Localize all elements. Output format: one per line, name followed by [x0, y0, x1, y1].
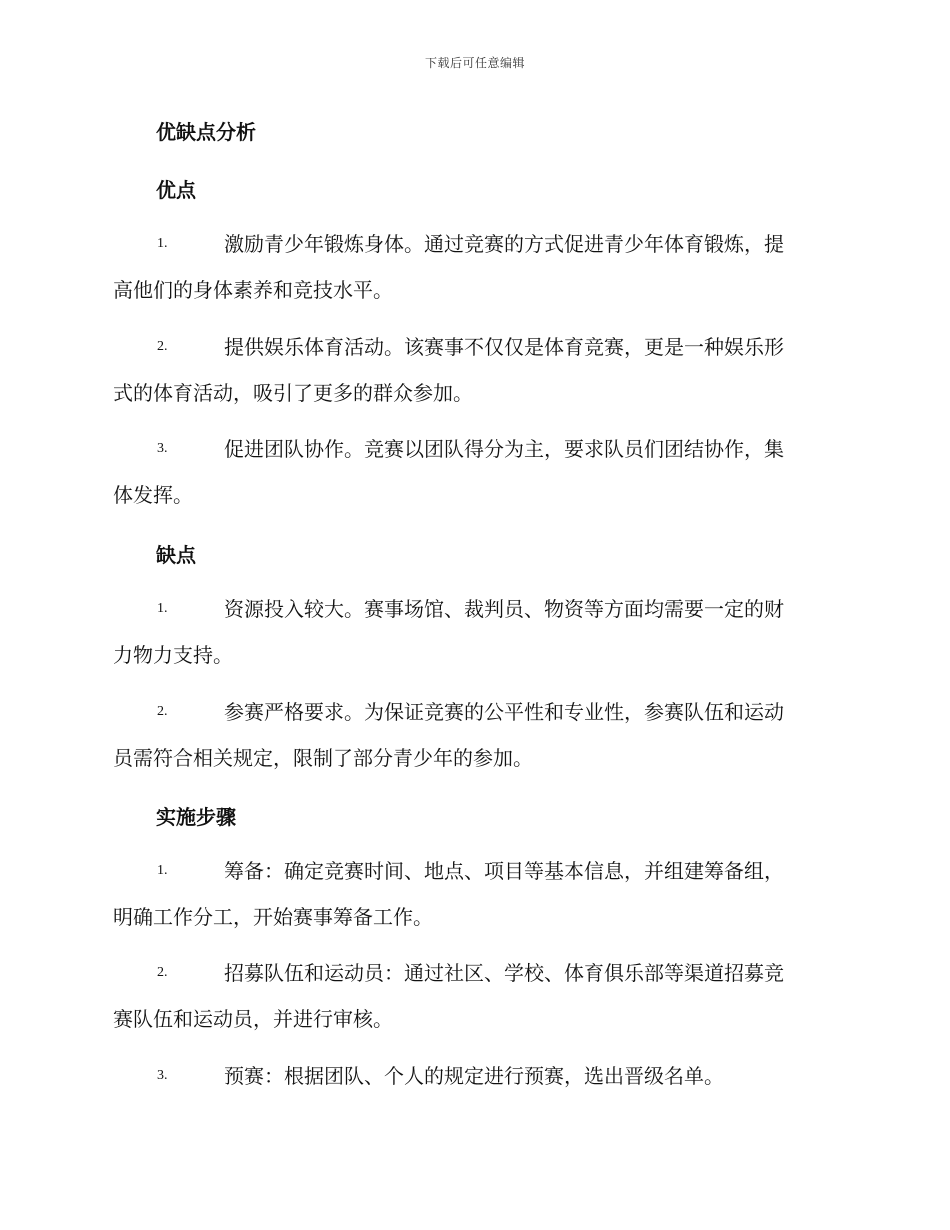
list-item-text-continued: 员需符合相关规定，限制了部分青少年的参加。 [113, 746, 533, 770]
section-title-analysis: 优缺点分析 [156, 120, 256, 144]
pros-list-item [113, 324, 833, 416]
list-item-text-continued: 赛队伍和运动员，并进行审核。 [113, 1007, 393, 1031]
list-item-text-continued: 体发挥。 [113, 483, 193, 507]
section-title-cons: 缺点 [156, 543, 196, 567]
list-item-text-continued: 力物力支持。 [113, 643, 233, 667]
steps-list-item [113, 950, 833, 1042]
section-title-pros: 优点 [156, 178, 196, 202]
list-item-text-continued: 式的体育活动，吸引了更多的群众参加。 [113, 381, 473, 405]
list-item-text: 促进团队协作。竞赛以团队得分为主，要求队员们团结协作，集 [224, 437, 784, 461]
list-item-number: 2. [157, 339, 168, 354]
list-item-number: 3. [157, 1068, 168, 1083]
list-item-number: 1. [157, 601, 168, 616]
list-item-number: 1. [157, 236, 168, 251]
cons-list-item [113, 689, 833, 781]
list-item-text: 招募队伍和运动员：通过社区、学校、体育俱乐部等渠道招募竞 [224, 961, 784, 985]
list-item-text: 激励青少年锻炼身体。通过竞赛的方式促进青少年体育锻炼，提 [224, 232, 784, 256]
list-item-number: 3. [157, 441, 168, 456]
list-item-text: 预赛：根据团队、个人的规定进行预赛，选出晋级名单。 [224, 1064, 724, 1088]
pros-list-item [113, 221, 833, 313]
list-item-number: 1. [157, 863, 168, 878]
list-item-text: 提供娱乐体育活动。该赛事不仅仅是体育竞赛，更是一种娱乐形 [224, 335, 784, 359]
list-item-text-continued: 高他们的身体素养和竞技水平。 [113, 278, 393, 302]
steps-list-item [113, 1053, 833, 1099]
list-item-number: 2. [157, 965, 168, 980]
steps-list-item [113, 848, 833, 940]
page-header-note: 下载后可任意编辑 [424, 56, 525, 70]
list-item-text: 资源投入较大。赛事场馆、裁判员、物资等方面均需要一定的财 [224, 597, 784, 621]
list-item-number: 2. [157, 704, 168, 719]
section-title-steps: 实施步骤 [156, 805, 236, 829]
pros-list-item [113, 426, 833, 518]
cons-list-item [113, 586, 833, 678]
list-item-text: 筹备：确定竞赛时间、地点、项目等基本信息，并组建筹备组， [224, 859, 784, 883]
list-item-text: 参赛严格要求。为保证竞赛的公平性和专业性，参赛队伍和运动 [224, 700, 784, 724]
list-item-text-continued: 明确工作分工，开始赛事筹备工作。 [113, 905, 433, 929]
